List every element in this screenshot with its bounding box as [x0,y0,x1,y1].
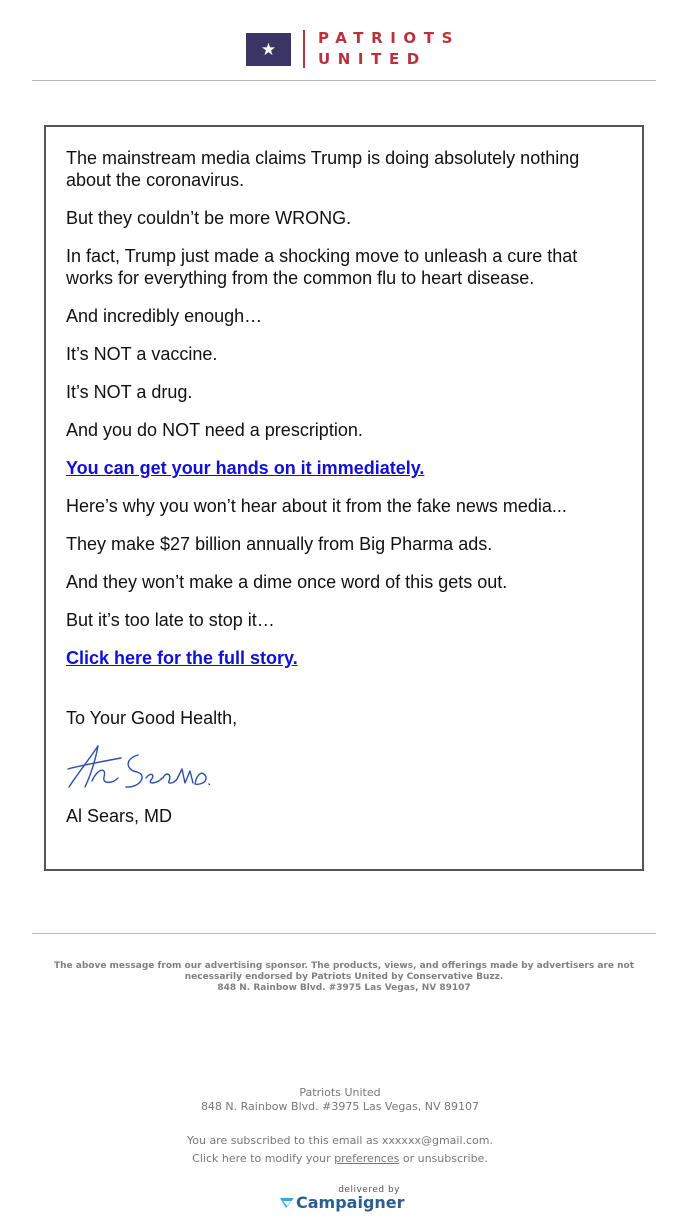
preferences-link[interactable]: preferences [334,1152,400,1165]
paragraph-2: But they couldn’t be more WRONG. [66,208,352,228]
disclaimer-line-1: The above message from our advertising sponsor. The products, views, and offerings made by advertisers are not [53,961,635,971]
logo-word-patriots: PATRIOTS [318,29,461,47]
logo-divider [303,30,305,68]
patriots-united-logo[interactable] [246,29,461,70]
paragraph-3: In fact, Trump just made a shocking move to unleash a cure that works for everything from the common flu to heart disease. [66,246,578,288]
paragraph-10: They make $27 billion annually from Big Pharma ads. [66,534,493,554]
signer-name: Al Sears, MD [66,806,173,826]
closing-line: To Your Good Health, [66,708,238,728]
disclaimer-address: 848 N. Rainbow Blvd. #3975 Las Vegas, NV 89107 [217,983,471,993]
get-it-now-link[interactable]: You can get your hands on it immediately. [66,458,425,478]
paragraph-1: The mainstream media claims Trump is doing absolutely nothing about the coronavirus. [66,148,580,190]
full-story-link[interactable]: Click here for the full story. [66,648,298,668]
footer-divider [32,933,656,934]
logo-word-united: UNITED [318,50,427,68]
footer-subscribed-note: You are subscribed to this email as xxxxxx@gmail.com. [186,1134,494,1147]
delivered-by-label: delivered by [338,1185,400,1195]
campaigner-logo-icon [279,1196,295,1210]
cta-paragraph-1 [66,457,606,479]
message-card [44,125,644,871]
modify-suffix: or unsubscribe. [402,1152,488,1165]
paragraph-7: And you do NOT need a prescription. [66,420,363,440]
paragraph-4: And incredibly enough… [66,306,263,326]
paragraph-12: But it’s too late to stop it… [66,610,275,630]
paragraph-5: It’s NOT a vaccine. [66,344,218,364]
footer-org-name: Patriots United [299,1086,381,1099]
disclaimer-line-2: necessarily endorsed by Patriots United by Conservative Buzz. [184,972,504,982]
footer-address: 848 N. Rainbow Blvd. #3975 Las Vegas, NV 89107 [200,1100,480,1113]
star-icon: ★ [246,33,291,66]
cta-paragraph-2 [66,647,606,669]
email-header [32,0,656,81]
campaigner-badge[interactable] [278,1185,405,1215]
paragraph-9: Here’s why you won’t hear about it from the fake news media... [66,496,567,516]
paragraph-6: It’s NOT a drug. [66,382,193,402]
sponsor-disclaimer [36,961,652,994]
footer-preferences-line [0,1152,680,1166]
signature-image [66,743,212,793]
campaigner-wordmark: Campaigner [296,1193,405,1212]
modify-prefix: Click here to modify your [192,1152,331,1165]
paragraph-11: And they won’t make a dime once word of this gets out. [66,572,508,592]
